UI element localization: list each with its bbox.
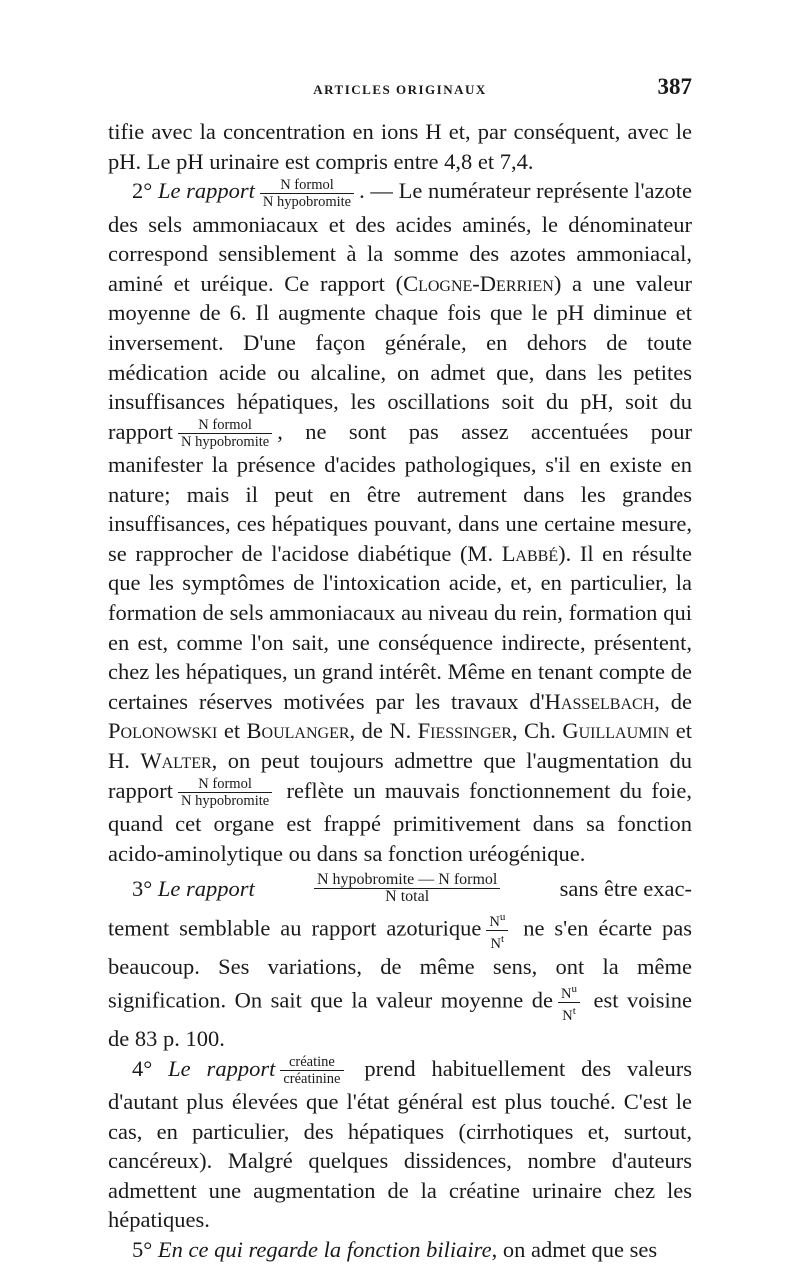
fraction-denominator: N total <box>385 888 430 906</box>
ratio-sup-t: t <box>572 1005 576 1018</box>
text-segment: . — Le numérateur représente l'azote des sels ammoniacaux et des acides aminés, le dénominateur correspond sensiblement à la somme des azotes ammoniacal, aminé et uréique. Ce rapport ( <box>108 178 693 296</box>
item-number: 2° <box>132 178 153 204</box>
fraction-formol-hypobromite <box>178 776 272 809</box>
body-text <box>108 117 692 1265</box>
fraction-denominator <box>486 931 508 952</box>
paragraph-5 <box>108 1235 692 1265</box>
item-label: Le rapport <box>168 1055 276 1081</box>
fraction-azoturique <box>486 909 508 952</box>
running-head: ARTICLES ORIGINAUX <box>313 82 487 97</box>
paragraph-2 <box>108 176 692 868</box>
fraction-creatine <box>280 1054 343 1087</box>
author-name: Guillaumin <box>562 718 670 744</box>
fraction-denominator: créatinine <box>283 1070 341 1087</box>
author-name: Labbé <box>501 540 559 566</box>
text-segment: sans être exac- <box>559 875 692 901</box>
fraction-numerator: N formol <box>260 177 354 194</box>
fraction-denominator: N hypobromite <box>180 434 270 451</box>
text-segment: et H. <box>108 718 692 773</box>
fraction-numerator: créatine <box>280 1054 343 1071</box>
fraction-denominator: N hypobromite <box>180 792 270 809</box>
fraction-numerator: N formol <box>178 417 272 434</box>
item-number: 5° <box>132 1236 153 1262</box>
fraction-numerator <box>558 981 580 1003</box>
text-segment: ). Il en résulte que les symptômes de l'intoxication acide, et, en particulier, la formation de sels ammoniacaux au niveau du rein, formation qui en est, comme l'on sait, une conséquence indirecte, présentent, chez les hépatiques, un grand intérêt. Même en tenant compte de certaines réserves motivées par les travaux d' <box>108 540 693 714</box>
fraction-formol-hypobromite <box>178 417 272 450</box>
fraction-numerator <box>486 909 508 931</box>
text-segment: prend habituellement des valeurs d'autant plus élevées que l'état général est plus touché. C'est le cas, en particulier, des hépatiques (cirrhotiques et, surtout, cancéreux). Malgré quelques dissidences, nombre d'auteurs admettent une augmentation de la créatine urinaire chez les hépatiques. <box>108 1055 693 1233</box>
text-segment: , on peut toujours admettre que l'augmentation du rapport <box>108 747 693 803</box>
text-segment: , de N. <box>349 718 418 744</box>
author-name: Polonowski <box>108 718 218 744</box>
text-segment: tement semblable au rapport azoturique <box>108 915 482 941</box>
item-number: 3° <box>132 875 153 901</box>
ratio-n: N <box>489 913 500 930</box>
text-segment: , de <box>654 688 692 714</box>
text-segment: reflète un mauvais fonctionnement du foie, quand cet organe est frappé primitivement dans sa fonction acido-aminolytique ou dans sa fonction uréogénique. <box>108 777 692 866</box>
fraction-formol-hypobromite <box>260 177 354 210</box>
item-italic-text: En ce qui regarde la fonction biliaire <box>157 1236 492 1262</box>
fraction-azoturique <box>558 981 580 1024</box>
ratio-sup-t: t <box>501 932 505 945</box>
item-number: 4° <box>132 1055 153 1081</box>
text-segment: , on admet que ses <box>491 1236 658 1262</box>
author-name: Fiessinger <box>417 718 512 744</box>
author-name: Clogne-Derrien <box>403 270 554 296</box>
ratio-sup-u: u <box>571 983 577 996</box>
page-number: 387 <box>657 74 692 99</box>
text-segment: ne s'en écarte pas beaucoup. Ses variations, de même sens, ont la même signification. On sait que la valeur moyenne de <box>108 915 692 1013</box>
text-segment: est voisine de 83 p. 100. <box>108 987 692 1051</box>
fraction-denominator: N hypobromite <box>262 193 352 210</box>
author-name: Hasselbach <box>544 688 655 714</box>
ratio-n: N <box>561 986 572 1003</box>
fraction-denominator <box>558 1003 580 1024</box>
ratio-3-line <box>108 872 692 905</box>
text-segment: , Ch. <box>511 718 563 744</box>
item-label: Le rapport <box>157 875 255 901</box>
paragraph-1: tifie avec la concentration en ions H et, par conséquent, avec le pH. Le pH urinaire est compris entre 4,8 et 7,4. <box>108 119 692 174</box>
text-segment: et <box>217 718 247 744</box>
paragraph-3 <box>108 909 692 1054</box>
author-name: Walter <box>140 747 212 773</box>
ratio-3-intro <box>108 874 255 904</box>
fraction-numerator: N formol <box>178 776 272 793</box>
paragraph-4 <box>108 1054 692 1235</box>
ratio-n: N <box>490 935 502 952</box>
author-name: Boulanger <box>246 718 350 744</box>
page-header <box>108 74 692 108</box>
item-label: Le rapport <box>157 178 255 204</box>
ratio-sup-u: u <box>499 911 506 924</box>
ratio-n: N <box>562 1008 573 1024</box>
fraction-hypobromite-minus-formol <box>314 872 500 905</box>
text-segment: ) a une valeur moyenne de 6. Il augmente chaque fois que le pH diminue et inversement. D'une façon générale, en dehors de toute médication acide ou alcaline, on admet que, dans les petites insuffisances hépatiques, les oscillations soit du pH, soit du rapport <box>108 270 693 444</box>
fraction-numerator: N hypobromite — N formol <box>314 872 500 889</box>
text-segment: , ne sont pas assez accentuées pour manifester la présence d'acides pathologiques, s'il en existe en nature; mais il peut en être autrement dans les grandes insuffisances, ces hépatiques pouvant, dans une certaine mesure, se rapprocher de l'acidose diabétique (M. <box>108 418 692 566</box>
